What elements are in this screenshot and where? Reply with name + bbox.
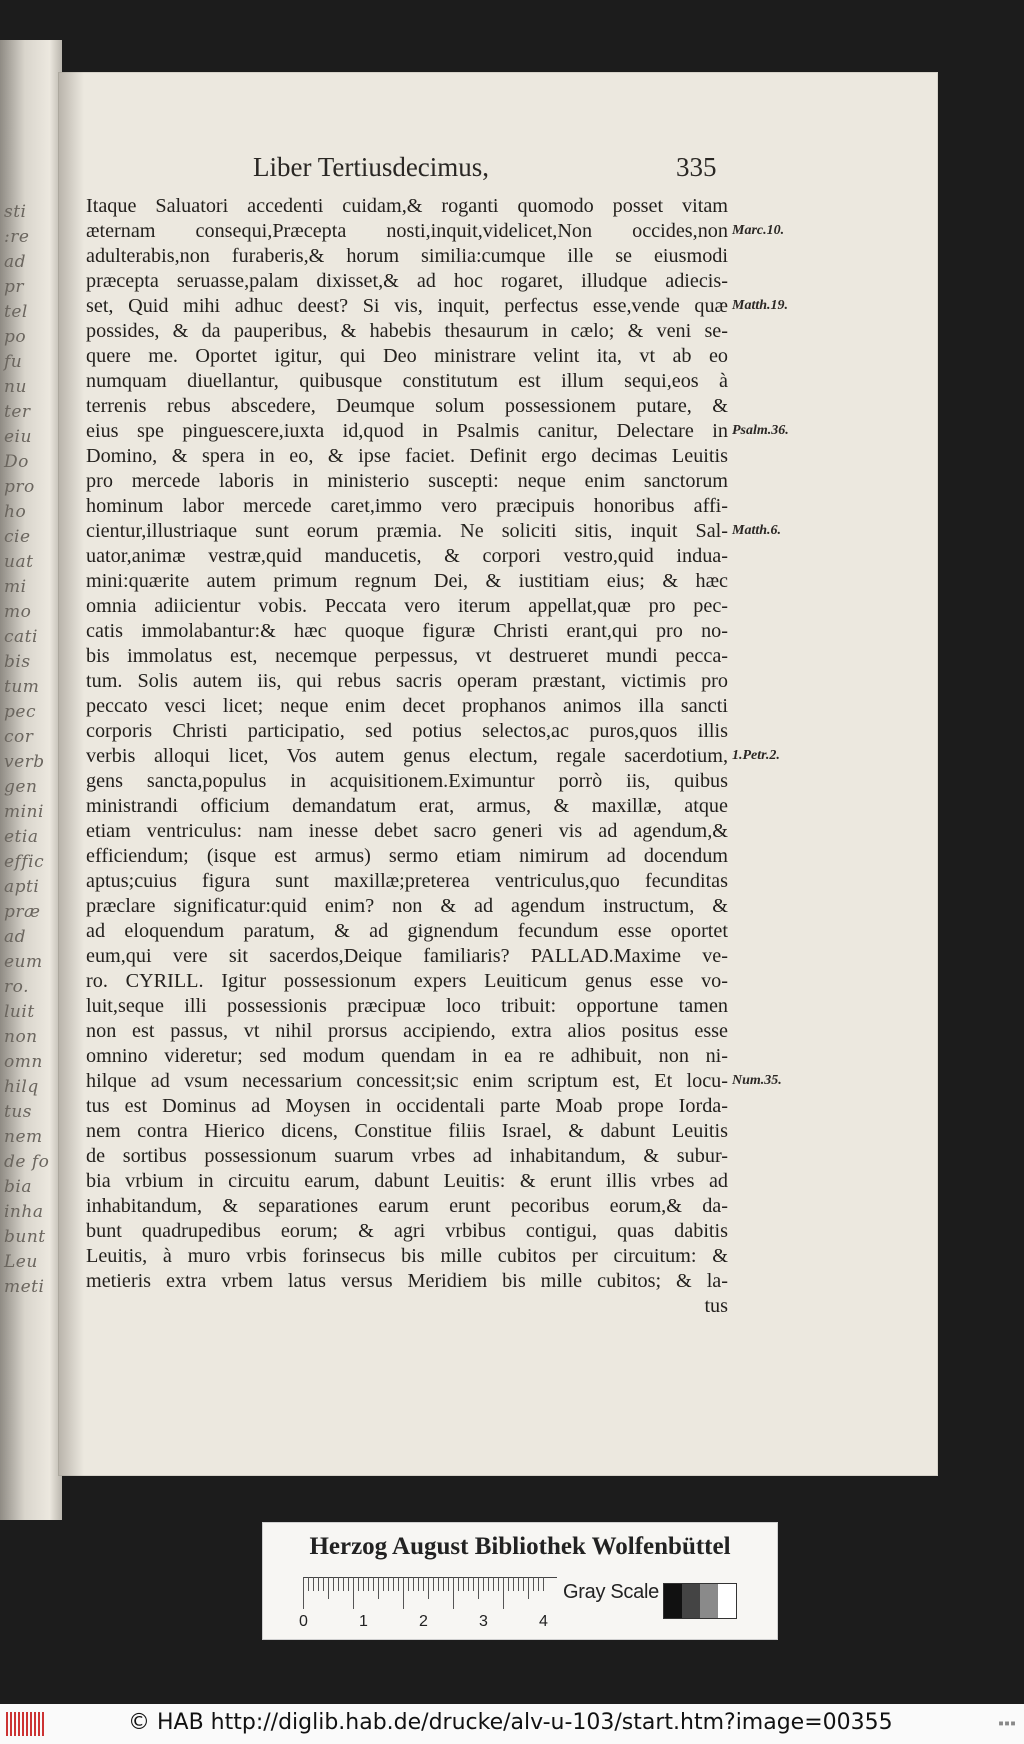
left-page-fragment: gen	[4, 777, 38, 797]
left-page-fragment: cor	[4, 727, 34, 747]
margin-note: Num.35.	[732, 1073, 782, 1088]
ruler-tick	[438, 1577, 439, 1591]
barcode-icon	[6, 1712, 44, 1736]
ruler-tick	[333, 1577, 334, 1591]
text-line: Leuitis, à muro vrbis forinsecus bis mille cubitos per circuitum: &	[86, 1245, 728, 1267]
text-line: pro mercede laboris in ministerio suscepti: neque enim sanctorum	[86, 470, 728, 492]
text-line: hominum labor mercede caret,immo vero præcipuis honoribus affi-	[86, 495, 728, 517]
left-page-fragment: ad	[4, 252, 27, 272]
left-page-fragment: inha	[4, 1202, 44, 1222]
left-page-fragment: de fo	[4, 1152, 50, 1172]
left-page-fragment: :re	[4, 227, 30, 247]
left-page-fragment: pro	[4, 477, 35, 497]
text-line: set, Quid mihi adhuc deest? Si vis, inquit, perfectus esse,vende quæ	[86, 295, 728, 317]
text-line: æternam consequi,Præcepta nosti,inquit,videlicet,Non occides,non	[86, 220, 728, 242]
left-page-fragment: tum	[4, 677, 40, 697]
left-page-fragment: meti	[4, 1277, 45, 1297]
ruler-label: 3	[479, 1613, 488, 1630]
library-name: Herzog August Bibliothek Wolfenbüttel	[309, 1533, 731, 1560]
ruler-tick	[383, 1577, 384, 1591]
text-line: eius spe pinguescere,iuxta id,quod in Psalmis canitur, Delectare in	[86, 420, 728, 442]
text-line: corporis Christi participatio, sed potius selectos,ac puros,quos illis	[86, 720, 728, 742]
text-line: quere me. Oportet igitur, qui Deo ministrare velint ita, vt ab eo	[86, 345, 728, 367]
left-page-fragment: ter	[4, 402, 31, 422]
copyright-url[interactable]: © HAB http://diglib.hab.de/drucke/alv-u-103/start.htm?image=00355	[128, 1710, 893, 1735]
left-page-fragment: Do	[4, 452, 29, 472]
text-line: uator,animæ vestræ,quid manducetis, & corpori vestro,quid indua-	[86, 545, 728, 567]
ruler-tick	[453, 1577, 454, 1609]
ruler-tick	[343, 1577, 344, 1591]
text-line: possides, & da pauperibus, & habebis thesaurum in cælo; & veni se-	[86, 320, 728, 342]
gray-swatch	[682, 1584, 700, 1618]
text-line: bia vrbium in circuitu earum, dabunt Leuitis: & erunt illis vrbes ad	[86, 1170, 728, 1192]
ruler-tick	[478, 1577, 479, 1599]
ruler-tick	[348, 1577, 349, 1591]
ruler-tick	[523, 1577, 524, 1591]
text-line: præclare significatur:quid enim? non & ad agendum instructum, &	[86, 895, 728, 917]
gray-swatch	[700, 1584, 718, 1618]
text-line: peccato vesci licet; neque enim decet prophanos animos illa sancti	[86, 695, 728, 717]
margin-note: Psalm.36.	[732, 423, 789, 438]
left-page-fragment: ho	[4, 502, 27, 522]
left-page-fragment: verb	[4, 752, 45, 772]
ruler-tick	[353, 1577, 354, 1609]
gray-swatches	[663, 1583, 737, 1619]
left-page-fragment: mo	[4, 602, 32, 622]
ruler-tick	[323, 1577, 324, 1591]
text-line: ro. CYRILL. Igitur possessionum expers Leuiticum genus esse vo-	[86, 970, 728, 992]
ruler-tick	[498, 1577, 499, 1591]
left-page-fragment: ro.	[4, 977, 29, 997]
ruler-tick	[448, 1577, 449, 1591]
ruler-label: 2	[419, 1613, 428, 1630]
text-line: mini:quærite autem primum regnum Dei, & iustitiam eius; & hæc	[86, 570, 728, 592]
left-page-fragment: pec	[4, 702, 36, 722]
ruler-tick	[468, 1577, 469, 1591]
ruler-tick	[408, 1577, 409, 1591]
margin-note: Marc.10.	[732, 223, 785, 238]
ruler-label: 1	[359, 1613, 368, 1630]
ruler-tick	[463, 1577, 464, 1591]
left-page-fragment: bis	[4, 652, 31, 672]
text-line: numquam diuellantur, quibusque constitutum est illum sequi,eos à	[86, 370, 728, 392]
left-page-fragment: præ	[4, 902, 41, 922]
gray-swatch	[718, 1584, 736, 1618]
text-line: catis immolabantur:& hæc quoque figuræ Christi erant,qui pro no-	[86, 620, 728, 642]
text-line: adulterabis,non furaberis,& horum similia:cumque ille se eiusmodi	[86, 245, 728, 267]
body-text	[86, 194, 728, 1319]
left-page-fragment: nem	[4, 1127, 43, 1147]
ruler-tick	[493, 1577, 494, 1591]
ruler-tick	[388, 1577, 389, 1591]
text-line: hilque ad vsum necessarium concessit;sic enim scriptum est, Et locu-	[86, 1070, 728, 1092]
text-line: ad eloquendum paratum, & ad gignendum fecundum esse oportet	[86, 920, 728, 942]
left-page-fragment: tel	[4, 302, 28, 322]
running-title: Liber Tertiusdecimus,	[253, 152, 490, 182]
ruler-tick	[488, 1577, 489, 1591]
text-line: Domino, & spera in eo, & ipse faciet. Definit ergo decimas Leuitis	[86, 445, 728, 467]
ruler-tick	[303, 1577, 304, 1609]
ruler-tick	[313, 1577, 314, 1591]
ruler-tick	[418, 1577, 419, 1591]
left-page-fragment: bia	[4, 1177, 32, 1197]
ruler-label: 0	[299, 1613, 308, 1630]
ruler-tick	[373, 1577, 374, 1591]
ruler-tick	[358, 1577, 359, 1591]
ruler-tick	[433, 1577, 434, 1591]
left-page-fragment: etia	[4, 827, 39, 847]
gray-scale-label: Gray Scale	[563, 1581, 659, 1603]
left-page-fragment: eum	[4, 952, 43, 972]
left-page-fragment: fu	[4, 352, 23, 372]
text-line: terrenis rebus abscedere, Deumque solum possessionem putare, &	[86, 395, 728, 417]
page-gutter-shadow	[58, 72, 84, 1476]
ruler-tick	[528, 1577, 529, 1599]
ruler-tick	[328, 1577, 329, 1599]
left-page-fragment: nu	[4, 377, 27, 397]
left-page-fragment: uat	[4, 552, 34, 572]
left-page-fragment: hilq	[4, 1077, 39, 1097]
left-page-fragment: bunt	[4, 1227, 46, 1247]
text-line: bunt quadrupedibus eorum; & agri vrbibus contigui, quas dabitis	[86, 1220, 728, 1242]
ruler-tick	[508, 1577, 509, 1591]
ruler-tick	[318, 1577, 319, 1591]
running-header	[58, 152, 938, 192]
text-line: gens sancta,populus in acquisitionem.Eximuntur porrò iis, quibus	[86, 770, 728, 792]
ruler-label: 4	[539, 1613, 548, 1630]
ruler-tick	[538, 1577, 539, 1591]
left-page-fragment: tus	[4, 1102, 33, 1122]
text-line: omnia adiicientur vobis. Peccata vero iterum appellat,quæ pro pec-	[86, 595, 728, 617]
ruler-tick	[428, 1577, 429, 1599]
ruler-tick	[308, 1577, 309, 1591]
ruler-tick	[513, 1577, 514, 1591]
ruler	[299, 1577, 557, 1630]
ruler-tick	[483, 1577, 484, 1591]
left-page-fragment: pr	[4, 277, 25, 297]
margin-note: 1.Petr.2.	[732, 748, 780, 763]
left-page-edge	[0, 40, 62, 1520]
text-line: præcepta seruasse,palam dixisset,& ad hoc rogaret, illudque adiecis-	[86, 270, 728, 292]
text-line: non est passus, vt nihil prorsus accipiendo, extra alios positus esse	[86, 1020, 728, 1042]
left-page-fragment: luit	[4, 1002, 35, 1022]
ruler-tick	[518, 1577, 519, 1591]
margin-note: Matth.19.	[732, 298, 789, 313]
ruler-tick	[398, 1577, 399, 1591]
ruler-tick	[443, 1577, 444, 1591]
gray-swatch	[664, 1584, 682, 1618]
catchword: tus	[704, 1295, 728, 1317]
left-page-fragment: apti	[4, 877, 40, 897]
ruler-tick	[378, 1577, 379, 1599]
text-line: cientur,illustriaque sunt eorum præmia. Ne soliciti sitis, inquit Sal-	[86, 520, 728, 542]
left-page-fragment: cati	[4, 627, 38, 647]
text-line: eum,qui vere sit sacerdos,Deique familiaris? PALLAD.Maxime ve-	[86, 945, 728, 967]
text-line: Itaque Saluatori accedenti cuidam,& roganti quomodo posset vitam	[86, 195, 728, 217]
ruler-tick	[423, 1577, 424, 1591]
text-line: tus est Dominus ad Moysen in occidentali parte Moab prope Iorda-	[86, 1095, 728, 1117]
text-line: nem contra Hierico dicens, Constitue filiis Israel, & dabunt Leuitis	[86, 1120, 728, 1142]
text-line: inhabitandum, & separationes earum erunt pecoribus eorum,& da-	[86, 1195, 728, 1217]
text-line: de sortibus possessionum suarum vrbes ad inhabitandum, & subur-	[86, 1145, 728, 1167]
text-line: ministrandi officium demandatum erat, armus, & maxillæ, atque	[86, 795, 728, 817]
text-line: etiam ventriculus: nam inesse debet sacro generi vis ad agendum,&	[86, 820, 728, 842]
text-line: luit,seque illi possessionis præcipuæ loco tribuit: opportune tamen	[86, 995, 728, 1017]
left-page-fragment: non	[4, 1027, 38, 1047]
left-page-fragment: cie	[4, 527, 31, 547]
margin-note: Matth.6.	[732, 523, 782, 538]
ruler-tick	[393, 1577, 394, 1591]
left-page-fragment: mini	[4, 802, 44, 822]
ruler-tick	[458, 1577, 459, 1591]
text-line: verbis alloqui licet, Vos autem genus electum, regale sacerdotium,	[86, 745, 728, 767]
page-number: 335	[676, 152, 717, 182]
left-page-fragment: omn	[4, 1052, 43, 1072]
text-line: tum. Solis autem iis, qui rebus sacris operam præstant, victimis pro	[86, 670, 728, 692]
left-page-fragment: po	[4, 327, 27, 347]
footer-bar	[0, 1704, 1024, 1744]
ruler-tick	[403, 1577, 404, 1609]
text-line: aptus;cuius figura sunt maxillæ;preterea ventriculus,quo fecunditas	[86, 870, 728, 892]
ruler-tick	[473, 1577, 474, 1591]
left-page-fragment: eiu	[4, 427, 32, 447]
ruler-tick	[338, 1577, 339, 1591]
left-page-fragment: ad	[4, 927, 27, 947]
left-page-fragment: Leu	[4, 1252, 38, 1272]
left-page-fragment: sti	[4, 202, 27, 222]
text-line: efficiendum; (isque est armus) sermo etiam nimirum ad docendum	[86, 845, 728, 867]
left-page-fragment: effic	[4, 852, 45, 872]
ruler-tick	[543, 1577, 544, 1591]
ruler-tick	[363, 1577, 364, 1591]
book-page	[58, 72, 938, 1476]
text-line: bis immolatus est, necemque perpessus, vt destrueret mundi pecca-	[86, 645, 728, 667]
left-page-fragment: mi	[4, 577, 27, 597]
ruler-tick	[533, 1577, 534, 1591]
text-line: metieris extra vrbem latus versus Meridiem bis mille cubitos; & la-	[86, 1270, 728, 1292]
footer-dots: ▪▪▪	[997, 1718, 1016, 1729]
color-scale-card	[262, 1522, 778, 1640]
ruler-tick	[368, 1577, 369, 1591]
ruler-tick	[503, 1577, 504, 1609]
ruler-tick	[413, 1577, 414, 1591]
text-line: omnino videretur; sed modum quendam in ea re adhibuit, non ni-	[86, 1045, 728, 1067]
